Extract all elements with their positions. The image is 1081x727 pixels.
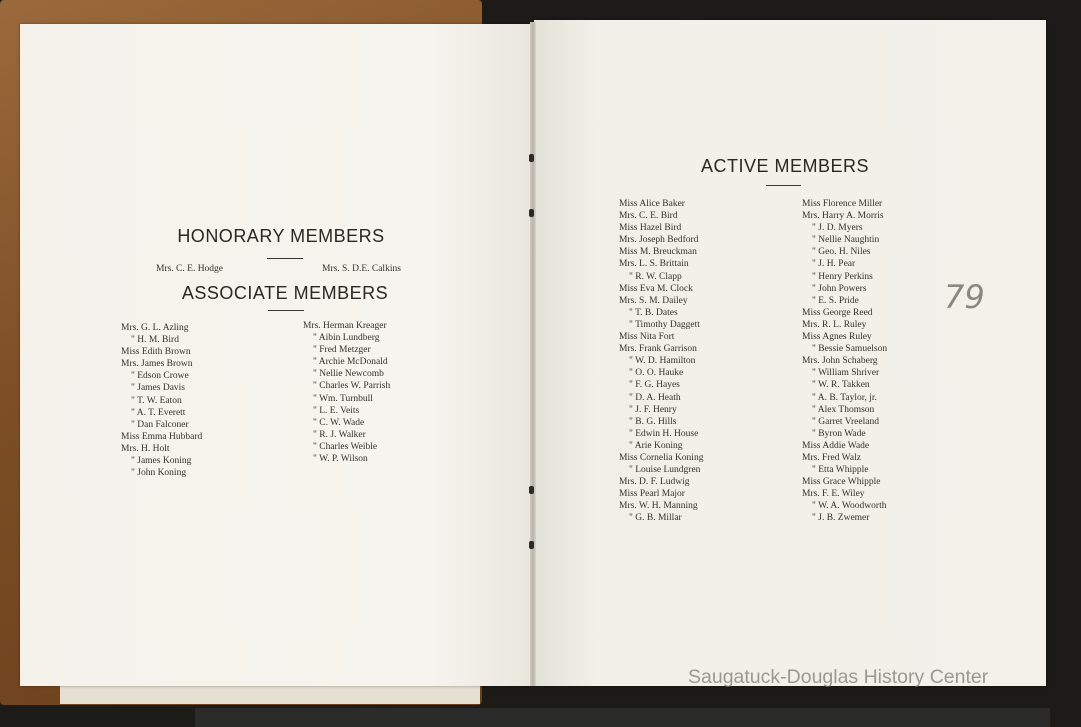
member-name: " B. G. Hills (629, 416, 677, 427)
member-name: " W. D. Hamilton (629, 356, 696, 367)
member-name: Mrs. John Schaberg (802, 356, 878, 367)
member-name: Miss M. Breuckman (619, 247, 697, 258)
member-name: Mrs. S. M. Dailey (619, 295, 688, 306)
member-name: " Archie McDonald (313, 357, 388, 368)
member-name: " G. B. Millar (629, 513, 682, 524)
member-name: " J. H. Pear (812, 259, 856, 270)
member-name: Mrs. F. E. Wiley (802, 489, 865, 500)
member-name: " J. D. Myers (812, 223, 863, 234)
member-name: " Henry Perkins (812, 271, 873, 282)
member-name: Mrs. Fred Walz (802, 452, 861, 463)
staple-top (529, 154, 534, 162)
associate-list-col2 (303, 320, 390, 465)
underlying-sheet (60, 684, 480, 704)
member-name: " Nellie Naughtin (812, 235, 880, 246)
member-name: Mrs. G. L. Azling (121, 323, 189, 333)
member-name: Mrs. W. H. Manning (619, 501, 698, 512)
honorary-members-heading: HONORARY MEMBERS (177, 226, 385, 246)
member-name: Miss Alice Baker (619, 199, 685, 209)
member-name: " Bessie Samuelson (812, 344, 888, 355)
honorary-rule (267, 258, 303, 259)
member-name: Mrs. L. S. Brittain (619, 259, 689, 270)
member-name: " R. W. Clapp (629, 271, 682, 282)
member-name: Miss Grace Whipple (802, 477, 881, 488)
member-name: " Wm. Turnbull (313, 393, 373, 404)
member-name: Mrs. Herman Kreager (303, 321, 387, 331)
member-name: Mrs. H. Holt (121, 443, 170, 454)
member-name: " O. O. Hauke (629, 368, 684, 379)
member-name: " Edwin H. House (629, 428, 699, 439)
member-name: " W. A. Woodworth (812, 501, 887, 512)
member-name: " Dan Falconer (131, 419, 189, 430)
member-name: " John Powers (812, 283, 867, 294)
member-name: Miss Florence Miller (802, 199, 883, 209)
member-name: Mrs. Harry A. Morris (802, 211, 884, 222)
member-name: " W. R. Takken (812, 380, 870, 391)
member-name: " Louise Lundgren (629, 465, 701, 476)
staple-lower (529, 486, 534, 494)
member-name: Mrs. R. L. Ruley (802, 319, 867, 330)
member-name: " L. E. Veits (313, 405, 360, 416)
member-name: " Etta Whipple (812, 465, 869, 476)
member-name: Miss Hazel Bird (619, 223, 682, 234)
active-members-heading: ACTIVE MEMBERS (700, 156, 870, 176)
watermark-text: Saugatuck-Douglas History Center (688, 666, 989, 688)
member-name: Miss George Reed (802, 307, 873, 318)
member-name: Miss Pearl Major (619, 489, 685, 500)
member-name: " T. W. Eaton (131, 395, 182, 406)
member-name: " Arie Koning (629, 440, 683, 451)
right-page (534, 20, 1046, 686)
member-name: " William Shriver (812, 368, 880, 379)
member-name: " Fred Metzger (313, 345, 371, 356)
member-name: " A. B. Taylor, jr. (812, 392, 877, 403)
staple-upper (529, 209, 534, 217)
member-name: " John Koning (131, 468, 187, 479)
active-rule (766, 185, 801, 186)
member-name: Miss Agnes Ruley (802, 332, 872, 343)
honorary-member-name: Mrs. C. E. Hodge (156, 264, 224, 274)
member-name: Mrs. Frank Garrison (619, 344, 697, 355)
associate-rule (268, 310, 304, 311)
member-name: " Byron Wade (812, 428, 866, 439)
member-name: " James Koning (131, 456, 192, 467)
member-name: " J. F. Henry (629, 404, 677, 415)
staple-bottom (529, 541, 534, 549)
member-name: " James Davis (131, 383, 186, 394)
member-name: " T. B. Dates (629, 307, 678, 318)
member-name: Miss Cornelia Koning (619, 452, 704, 463)
member-name: Mrs. D. F. Ludwig (619, 477, 690, 488)
member-name: " Timothy Daggett (629, 319, 700, 330)
member-name: " R. J. Walker (313, 429, 366, 440)
member-name: " Aibin Lundberg (313, 333, 380, 344)
back-cover-edge (195, 708, 1050, 727)
page-gutter (530, 22, 536, 686)
member-name: " F. G. Hayes (629, 380, 680, 391)
member-name: " J. B. Zwemer (812, 513, 870, 524)
member-name: Miss Eva M. Clock (619, 283, 693, 294)
member-name: " H. M. Bird (131, 335, 179, 346)
left-page (20, 24, 532, 686)
member-name: " Charles Weible (313, 441, 378, 452)
associate-list-col1 (121, 322, 202, 479)
member-name: " D. A. Heath (629, 392, 681, 403)
associate-members-heading: ASSOCIATE MEMBERS (181, 283, 389, 303)
member-name: " Geo. H. Niles (812, 247, 871, 258)
member-name: " Edson Crowe (131, 371, 189, 382)
pencil-page-number: 79 (944, 278, 985, 316)
member-name: Miss Addie Wade (802, 440, 870, 451)
member-name: " C. W. Wade (313, 417, 365, 428)
member-name: " A. T. Everett (131, 407, 186, 418)
member-name: " W. P. Wilson (313, 454, 368, 465)
member-name: Mrs. James Brown (121, 359, 193, 370)
member-name: " E. S. Pride (812, 295, 859, 306)
member-name: " Garret Vreeland (812, 416, 879, 427)
active-list-col2 (802, 198, 887, 525)
member-name: Miss Edith Brown (121, 347, 191, 358)
member-name: " Nellie Newcomb (313, 369, 384, 380)
honorary-member-name: Mrs. S. D.E. Calkins (322, 264, 401, 274)
member-name: " Alex Thomson (812, 404, 875, 415)
member-name: Mrs. C. E. Bird (619, 211, 678, 222)
active-list-col1 (619, 198, 703, 525)
member-name: Mrs. Joseph Bedford (619, 235, 699, 246)
member-name: " Charles W. Parrish (313, 381, 391, 392)
member-name: Miss Emma Hubbard (121, 431, 203, 442)
member-name: Miss Nita Fort (619, 332, 675, 343)
